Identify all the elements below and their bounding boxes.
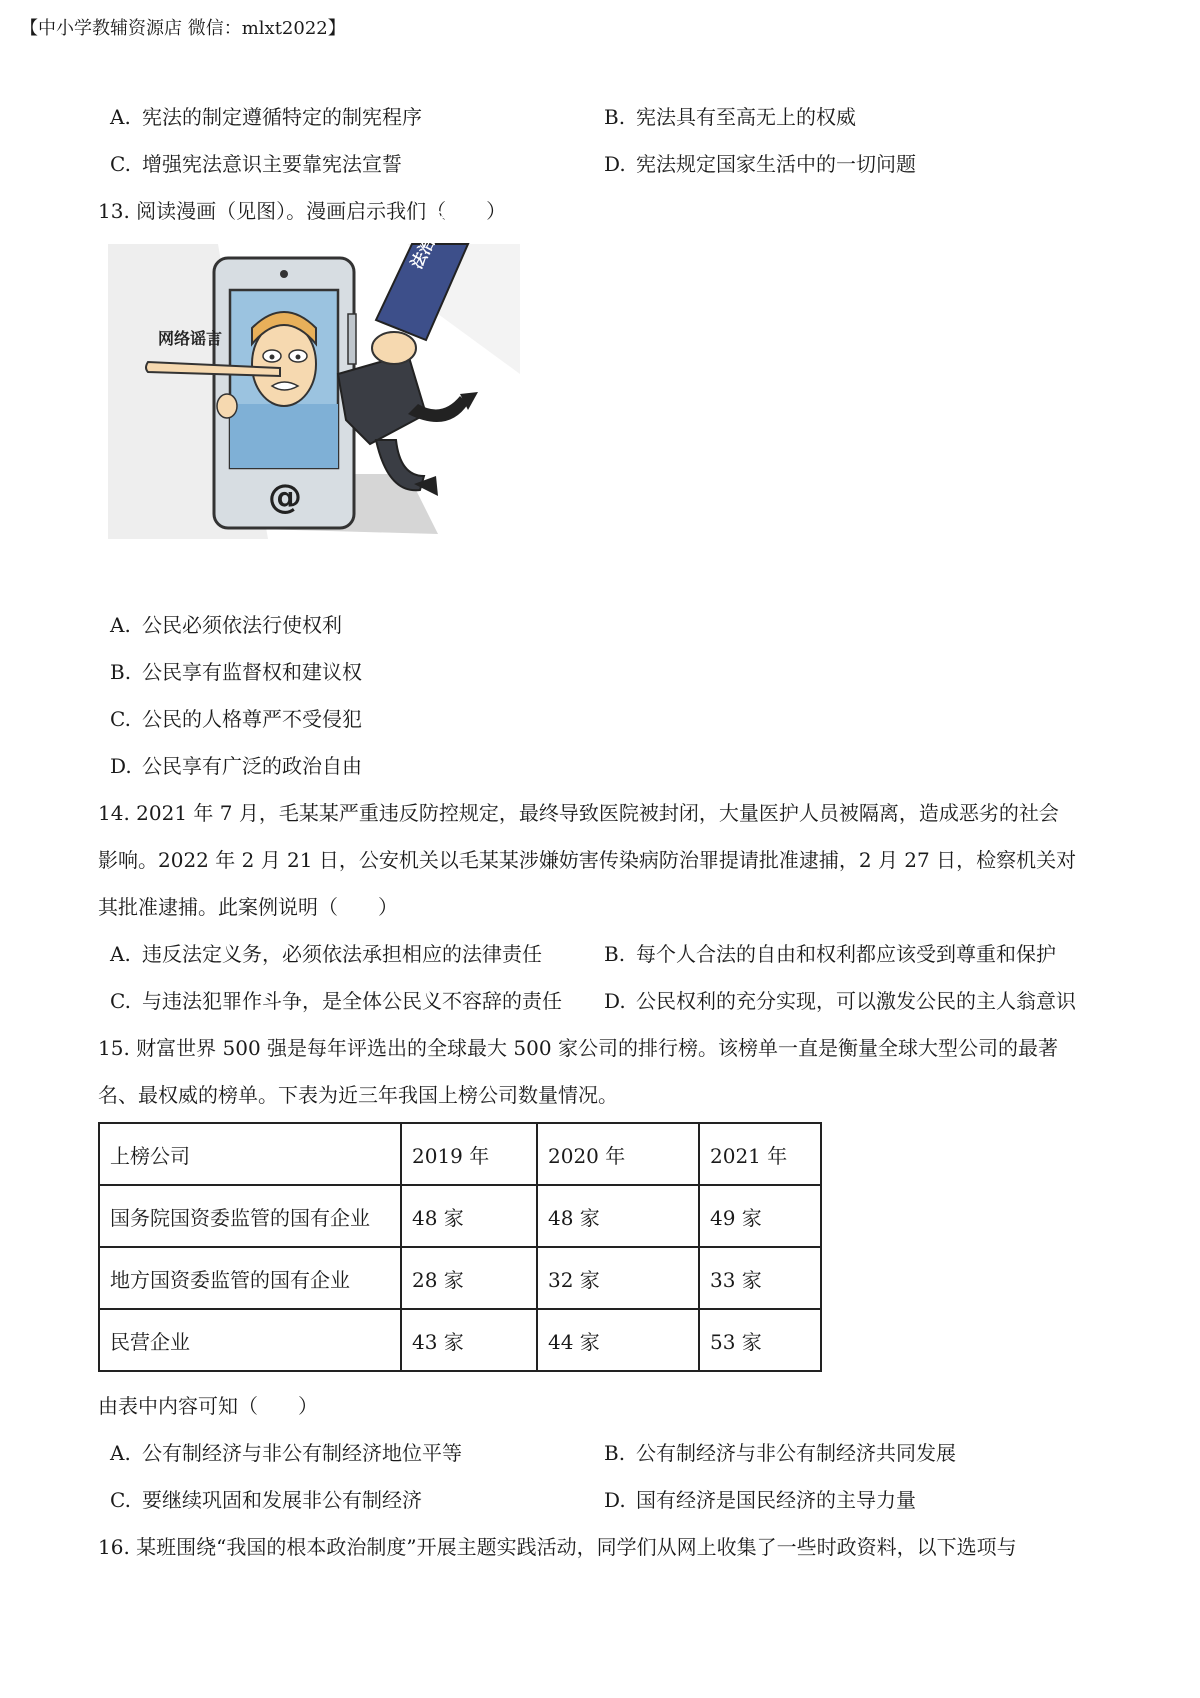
option-letter: D.: [110, 754, 132, 778]
table-row: [99, 1247, 821, 1309]
cartoon-rumor-label: 网络谣言: [158, 329, 223, 348]
table-header-cell: 上榜公司: [99, 1123, 401, 1185]
table-header-cell: 2019 年: [401, 1123, 537, 1185]
option-letter: C.: [110, 1488, 131, 1512]
option-letter: B.: [604, 1441, 626, 1465]
ranking-table: [98, 1122, 822, 1372]
table-row: [99, 1309, 821, 1371]
table-cell: 33 家: [699, 1247, 821, 1309]
q13-option-a: [110, 611, 342, 639]
table-cell: 48 家: [401, 1185, 537, 1247]
header-watermark: 【中小学教辅资源店 微信：mlxt2022】: [20, 18, 346, 39]
option-letter: D.: [604, 152, 626, 176]
option-letter: C.: [110, 989, 131, 1013]
table-row: [99, 1185, 821, 1247]
option-letter: B.: [604, 942, 626, 966]
table-cell: 民营企业: [99, 1309, 401, 1371]
option-letter: D.: [604, 989, 626, 1013]
q12-option-a: [110, 103, 422, 131]
q16-stem: 16. 某班围绕“我国的根本政治制度”开展主题实践活动，同学们从网上收集了一些时政资料，以下选项与: [98, 1535, 1017, 1559]
q12-option-b: [604, 103, 856, 131]
q15-stem-line-2: 名、最权威的榜单。下表为近三年我国上榜公司数量情况。: [98, 1083, 618, 1107]
option-text: 每个人合法的自由和权利都应该受到尊重和保护: [636, 942, 1056, 966]
q14-option-a: [110, 940, 542, 968]
q15-question: 由表中内容可知（ ）: [98, 1394, 318, 1418]
q15-option-d: [604, 1486, 916, 1514]
option-letter: A.: [110, 942, 131, 966]
q13-option-c: [110, 705, 362, 733]
option-letter: C.: [110, 152, 131, 176]
table-cell: 53 家: [699, 1309, 821, 1371]
cartoon-arm-label: 法治手段: [406, 206, 454, 272]
q13-option-b: [110, 658, 362, 686]
option-letter: B.: [604, 105, 626, 129]
q14-option-d: [604, 987, 1076, 1015]
option-text: 宪法规定国家生活中的一切问题: [636, 152, 916, 176]
table-cell: 44 家: [537, 1309, 699, 1371]
option-text: 与违法犯罪作斗争，是全体公民义不容辞的责任: [142, 989, 562, 1013]
option-text: 公民的人格尊严不受侵犯: [142, 707, 362, 731]
option-text: 公有制经济与非公有制经济共同发展: [636, 1441, 956, 1465]
option-text: 公民享有广泛的政治自由: [142, 754, 362, 778]
option-letter: A.: [110, 613, 131, 637]
option-text: 增强宪法意识主要靠宪法宣誓: [142, 152, 402, 176]
q15-option-a: [110, 1439, 462, 1467]
option-text: 公民必须依法行使权利: [142, 613, 342, 637]
option-text: 宪法的制定遵循特定的制宪程序: [142, 105, 422, 129]
q13-option-d: [110, 752, 362, 780]
q15-option-c: [110, 1486, 422, 1514]
option-text: 宪法具有至高无上的权威: [636, 105, 856, 129]
cartoon-at-symbol: @: [268, 477, 302, 517]
q14-stem-line-3: 其批准逮捕。此案例说明（ ）: [98, 895, 398, 919]
option-letter: C.: [110, 707, 131, 731]
q12-option-c: [110, 150, 402, 178]
q13-stem: 13. 阅读漫画（见图）。漫画启示我们（ ）: [98, 199, 507, 223]
table-cell: 32 家: [537, 1247, 699, 1309]
q14-stem-line-1: 14. 2021 年 7 月，毛某某严重违反防控规定，最终导致医院被封闭，大量医护人员被隔离，造成恶劣的社会: [98, 801, 1059, 825]
q14-option-c: [110, 987, 562, 1015]
option-text: 公民享有监督权和建议权: [142, 660, 362, 684]
table-header-cell: 2020 年: [537, 1123, 699, 1185]
q15-option-b: [604, 1439, 956, 1467]
option-letter: A.: [110, 105, 131, 129]
option-letter: B.: [110, 660, 132, 684]
option-letter: A.: [110, 1441, 131, 1465]
table-cell: 28 家: [401, 1247, 537, 1309]
table-header-cell: 2021 年: [699, 1123, 821, 1185]
table-cell: 48 家: [537, 1185, 699, 1247]
table-cell: 49 家: [699, 1185, 821, 1247]
option-text: 要继续巩固和发展非公有制经济: [142, 1488, 422, 1512]
option-text: 公民权利的充分实现，可以激发公民的主人翁意识: [636, 989, 1076, 1013]
option-text: 违反法定义务，必须依法承担相应的法律责任: [142, 942, 542, 966]
q12-option-d: [604, 150, 916, 178]
option-text: 公有制经济与非公有制经济地位平等: [142, 1441, 462, 1465]
option-text: 国有经济是国民经济的主导力量: [636, 1488, 916, 1512]
q15-stem-line-1: 15. 财富世界 500 强是每年评选出的全球最大 500 家公司的排行榜。该榜单一直是衡量全球大型公司的最著: [98, 1036, 1058, 1060]
table-cell: 地方国资委监管的国有企业: [99, 1247, 401, 1309]
q14-stem-line-2: 影响。2022 年 2 月 21 日，公安机关以毛某某涉嫌妨害传染病防治罪提请批准逮捕，2 月 27 日，检察机关对: [98, 848, 1077, 872]
table-header-row: [99, 1123, 821, 1185]
option-letter: D.: [604, 1488, 626, 1512]
table-cell: 43 家: [401, 1309, 537, 1371]
table-cell: 国务院国资委监管的国有企业: [99, 1185, 401, 1247]
q14-option-b: [604, 940, 1056, 968]
